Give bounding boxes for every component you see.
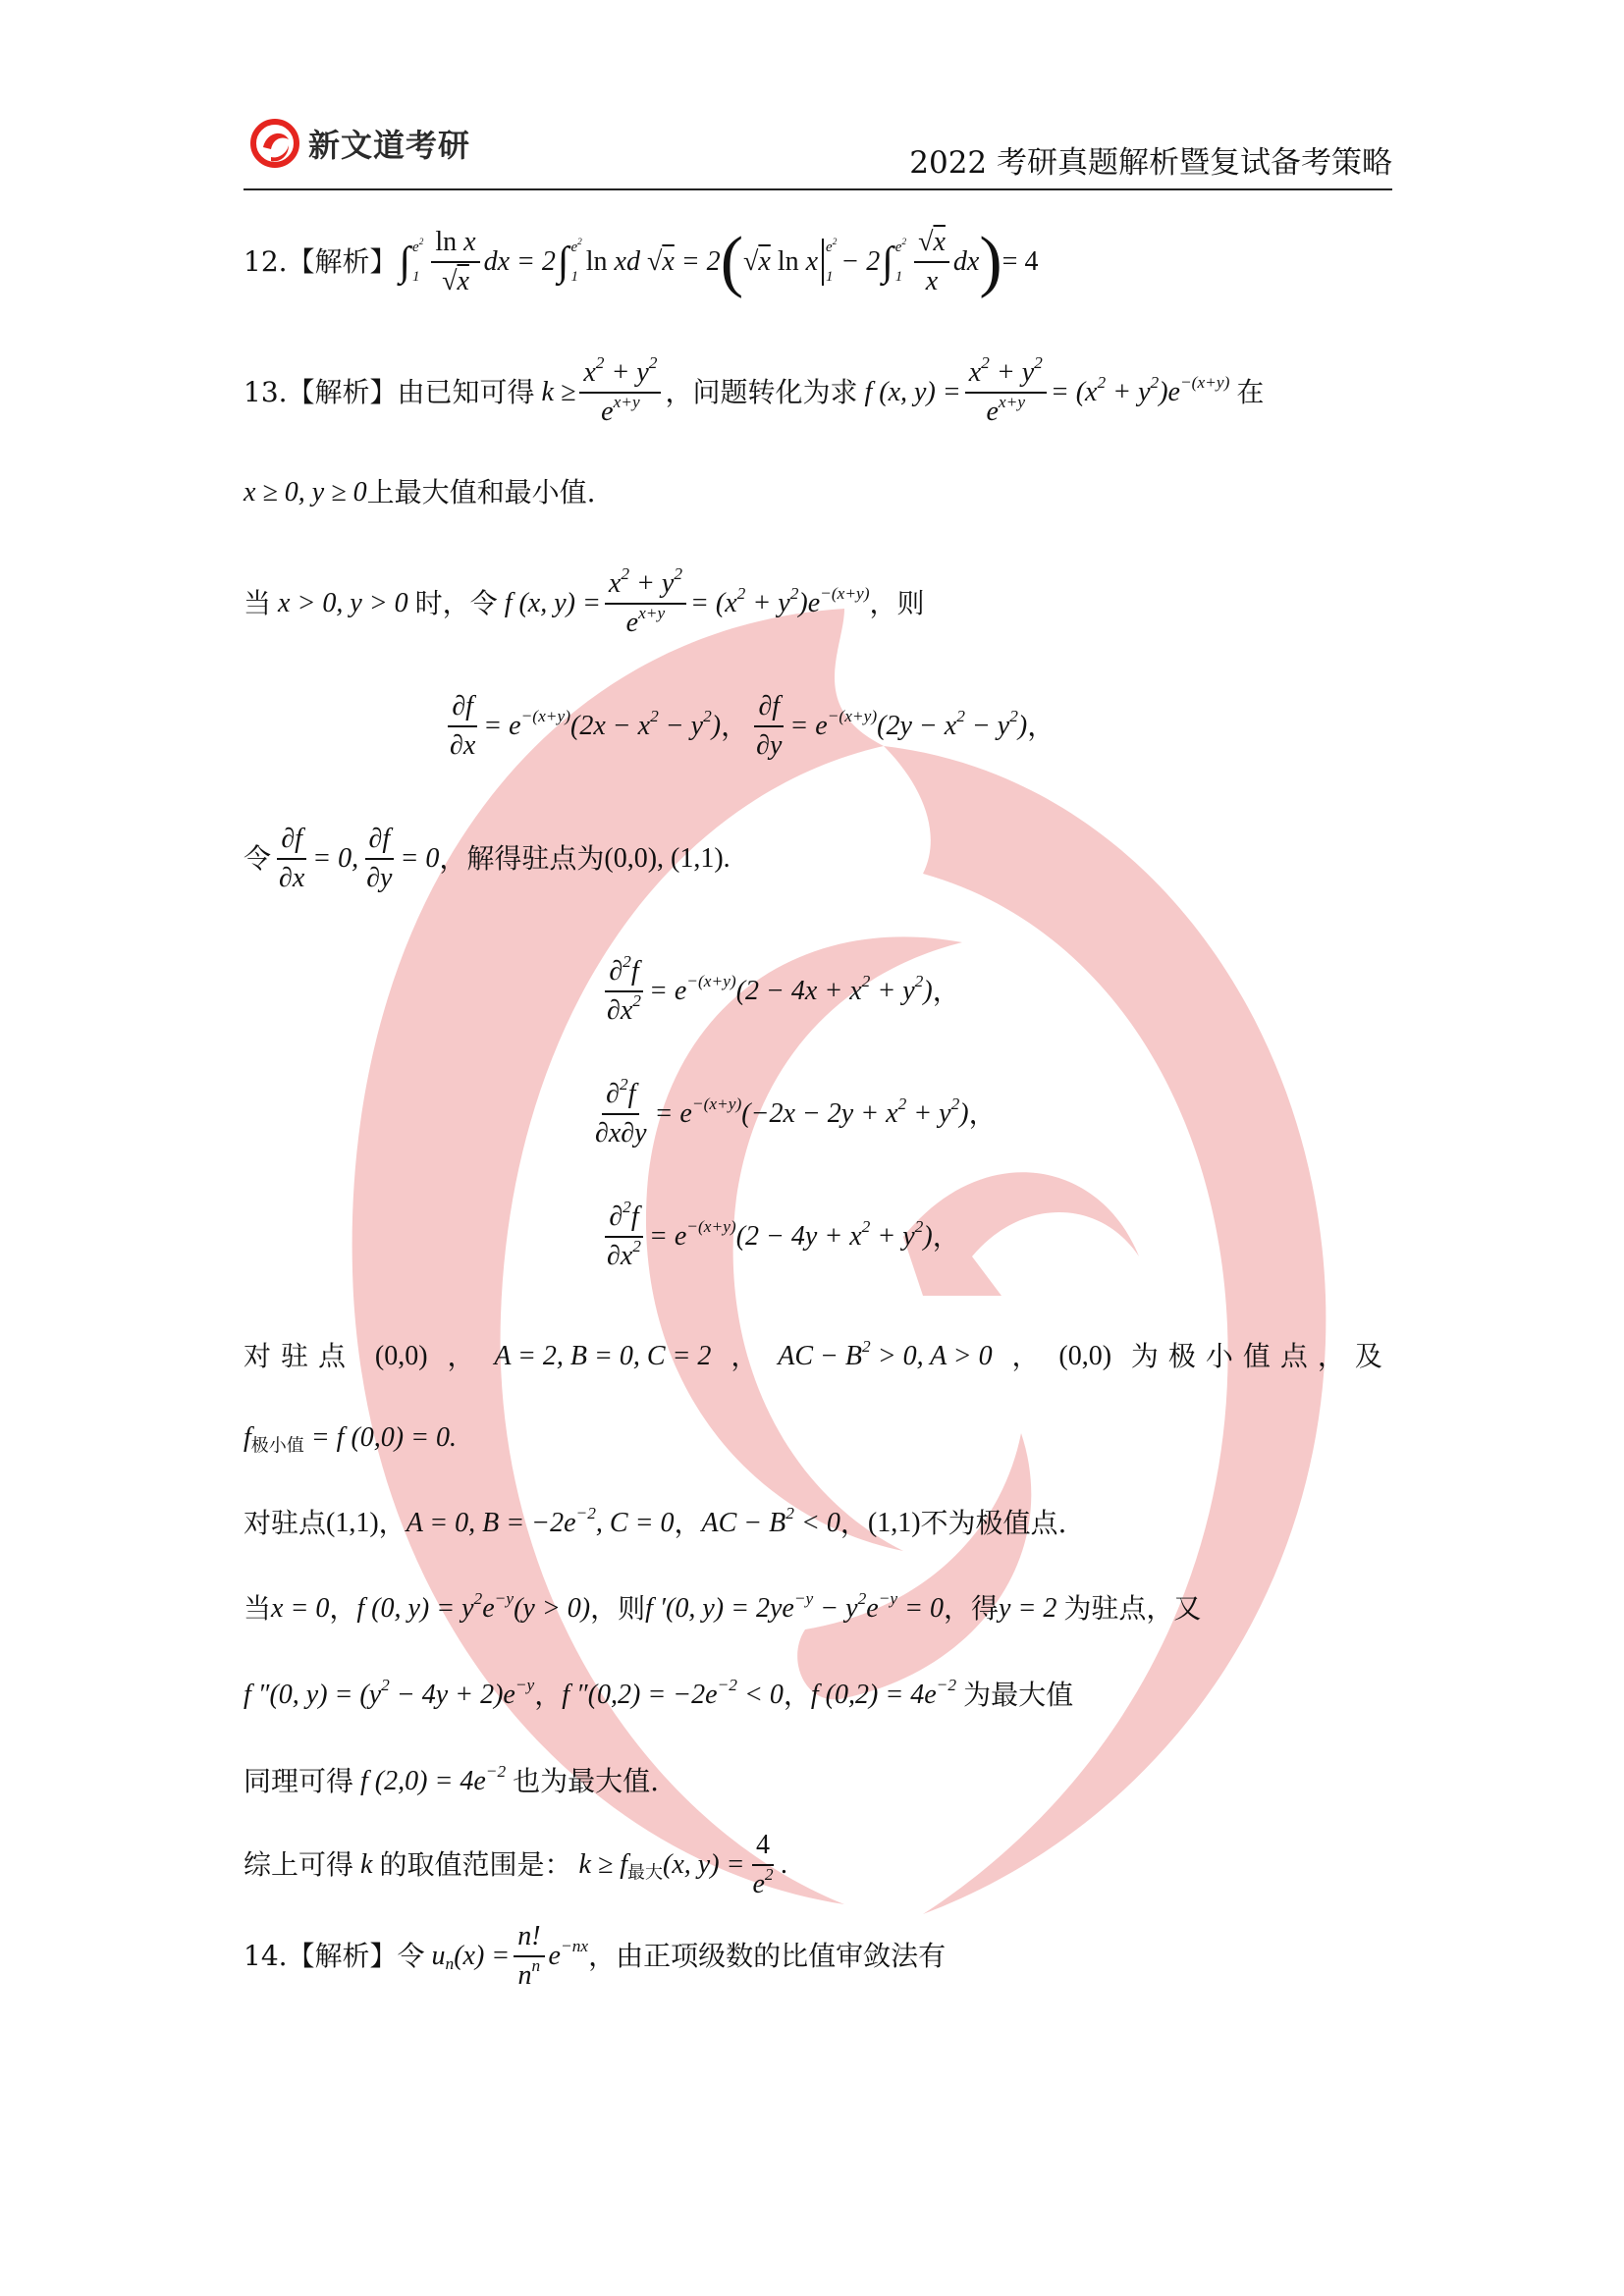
stationary-also-text: 为驻点，又 [1063,1592,1202,1626]
p14-let-text: 令 [397,1940,425,1973]
fyy: $\frac{\partial^2f}{\partial x^2}$ = $e^{-(x+y)}(2 - 4y + x^2 + y^2)$ [607,1198,933,1271]
fxy: $\frac{\partial^2f}{\partial x\partial y}$ = $e^{-(x+y)}(-2x - 2y + x^2 + y^2)$ [595,1075,969,1148]
problem-12-label: 12.【解析】 [244,245,398,279]
comma: ， [674,1507,702,1540]
pt11-b: (1,1) [867,1508,921,1539]
brand-logo [249,118,470,169]
comma: ， [731,1340,759,1373]
fxx: $\frac{\partial^2f}{\partial x^2}$ = $e^{-(x+y)}(2 - 4x + x^2 + y^2)$ [607,952,933,1026]
fxx-line [599,942,960,1041]
y-equals-2: y = 2 [999,1593,1064,1625]
problem-12-line [244,208,1038,316]
x-zero: x = 0 [271,1593,330,1625]
interior-line [244,555,925,653]
problem-13-text-c: 在 [1236,376,1265,409]
f0y: f (0, $y) = y^2e^{-y}(y > 0)$ [356,1589,591,1625]
un-definition: $u_n(x)$ = $\frac{n!}{n^n}$ $e^{-nx}$ [424,1921,589,1991]
also-max-text: 也为最大值. [513,1765,660,1798]
domain-line [244,471,596,514]
comma: ， [1011,1340,1040,1373]
when-text: 当 [244,587,272,620]
summary-line [244,1821,788,1909]
comma: ， [721,710,749,743]
point-00-line [244,1335,1392,1378]
comma: ， [968,1097,997,1131]
boundary-line [244,1587,1201,1630]
get-text: ，得 [944,1592,1000,1626]
comma: ， [447,1340,475,1373]
is-max-text: 为最大值 [963,1679,1074,1712]
problem-13-text-d: 上最大值和最小值. [366,476,596,509]
then-text: ，则 [869,587,925,620]
k-inequality: k ≥ $\frac{x^2 + y^2}{e^{x+y}}$ [535,356,666,428]
comma: ， [932,1220,960,1254]
when-x0-text: 当 [244,1592,272,1626]
f20-value: f $(2,0) = 4e^{-2}$ [353,1762,507,1797]
fmax-sub: 最大 [627,1862,664,1884]
df-dy: $\frac{\partial f}{\partial y}$ = $e^{-(x+y)}(2y - x^2 - y^2)$ [756,691,1028,761]
first-partials-line [442,677,1055,775]
discriminant-00: AC − $B^2 > 0$, A > 0 [778,1337,993,1372]
k-var: k [353,1849,380,1881]
k-range: $k \ge f_{最大}(x$, y) = $\frac{4}{e^2}$ . [571,1830,788,1899]
abc-11: A = 0, $B = -2e^{-2}$, C = 0 [406,1504,675,1539]
let-text: 令 [244,842,272,876]
second-derivative-line [244,1674,1073,1717]
problem-13-text-b: ，问题转化为求 [665,376,858,409]
likewise-text: 同理可得 [244,1765,354,1798]
comma: ， [329,1592,357,1626]
fmin-sub: 极小值 [250,1435,304,1457]
is-min-text: 为极小值点，及 [1130,1340,1392,1373]
f0y-derivative: f ′(0, $y) = 2ye^{-y} - y^2e^{-y} = 0$ [645,1589,945,1625]
fyy-line [599,1188,960,1286]
problem-12-formula: ∫ $e^2$ 1 $\frac{\text{ln x}}{√x}$ dx = 2 ∫ $e^2$ 1 ln xd √x = 2 ( √x ln x $e^2$ 1 − 2 ∫ $e^2$ 1 $\frac{√x}{x}$ dx ) = 4 [399,224,1039,299]
pt00-b: (0,0) [1058,1341,1112,1372]
problem-13-label: 13.【解析】 [244,376,398,409]
stationary-line [244,810,731,908]
problem-13-text-a: 由已知可得 [397,376,535,409]
fxy-line [587,1065,997,1163]
problem-14-label: 14.【解析】 [244,1940,398,1973]
likewise-line [244,1760,659,1803]
fmin-value: $f_{极小值} = f$ (0,0) = 0. [244,1422,457,1457]
when-text-b: 时，令 [414,587,498,620]
problem-14-line [244,1912,946,2001]
solve-text: ，解得驻点为 [439,842,605,876]
problem-13-line [244,344,1264,442]
f-definition-2: f (x, y) = $\frac{x^2 + y^2}{e^{x+y}}$ = $(x^2 + y^2)e^{-(x+y)}$ [497,564,870,638]
not-extreme-text: 不为极值点. [920,1507,1067,1540]
summary-text: 综上可得 [244,1848,354,1882]
f-definition: f (x, y) = $\frac{x^2 + y^2}{e^{x+y}}$ = $(x^2 + y^2)e^{-(x+y)}$ [857,353,1230,427]
stationary-points: (0,0), (1,1). [604,843,731,875]
stationary-equations: $\frac{\partial f}{\partial x}$ = 0, $\frac{\partial f}{\partial y}$ = 0 [279,824,440,893]
then2-text: ，则 [590,1592,646,1626]
pt11-text: 对驻点 [244,1507,327,1540]
comma: ， [839,1507,868,1540]
comma: ， [783,1679,811,1712]
comma: ， [378,1507,406,1540]
f0y-second: f ″(0, $y) = (y^2 - 4y + 2)e^{-y}$ [244,1676,535,1711]
comma: ， [1027,710,1056,743]
df-dx: $\frac{\partial f}{\partial x}$ = $e^{-(x+y)}(2x - x^2 - y^2)$ [450,691,722,761]
pt00-text: 对驻点 [244,1340,356,1373]
f02-value: f $(0,2) = 4e^{-2}$ [810,1676,957,1711]
abc-00: A = 2, B = 0, C = 2 [494,1341,712,1372]
domain-condition: x ≥ 0, y ≥ 0 [244,477,367,508]
comma: ， [534,1679,563,1712]
range-of-text: 的取值范围是： [379,1848,572,1882]
p14-tail-text: ，由正项级数的比值审敛法有 [588,1940,947,1973]
point-11-line [244,1502,1066,1545]
interior-condition: x > 0, y > 0 [271,588,415,619]
f02-second: f $''(0,2) = -2e^{-2} < 0$ [562,1676,784,1711]
document-title: 2022 考研真题解析暨复试备考策略 [909,145,1392,181]
brand-logo-icon [249,118,300,169]
page-header [244,116,1392,190]
comma: ， [932,975,960,1008]
brand-name: 新文道考研 [308,127,471,164]
discriminant-11: AC − $B^2 < 0$ [701,1504,840,1539]
fmin-line [244,1414,457,1463]
pt00: (0,0) [374,1341,428,1372]
pt11: (1,1) [326,1508,379,1539]
